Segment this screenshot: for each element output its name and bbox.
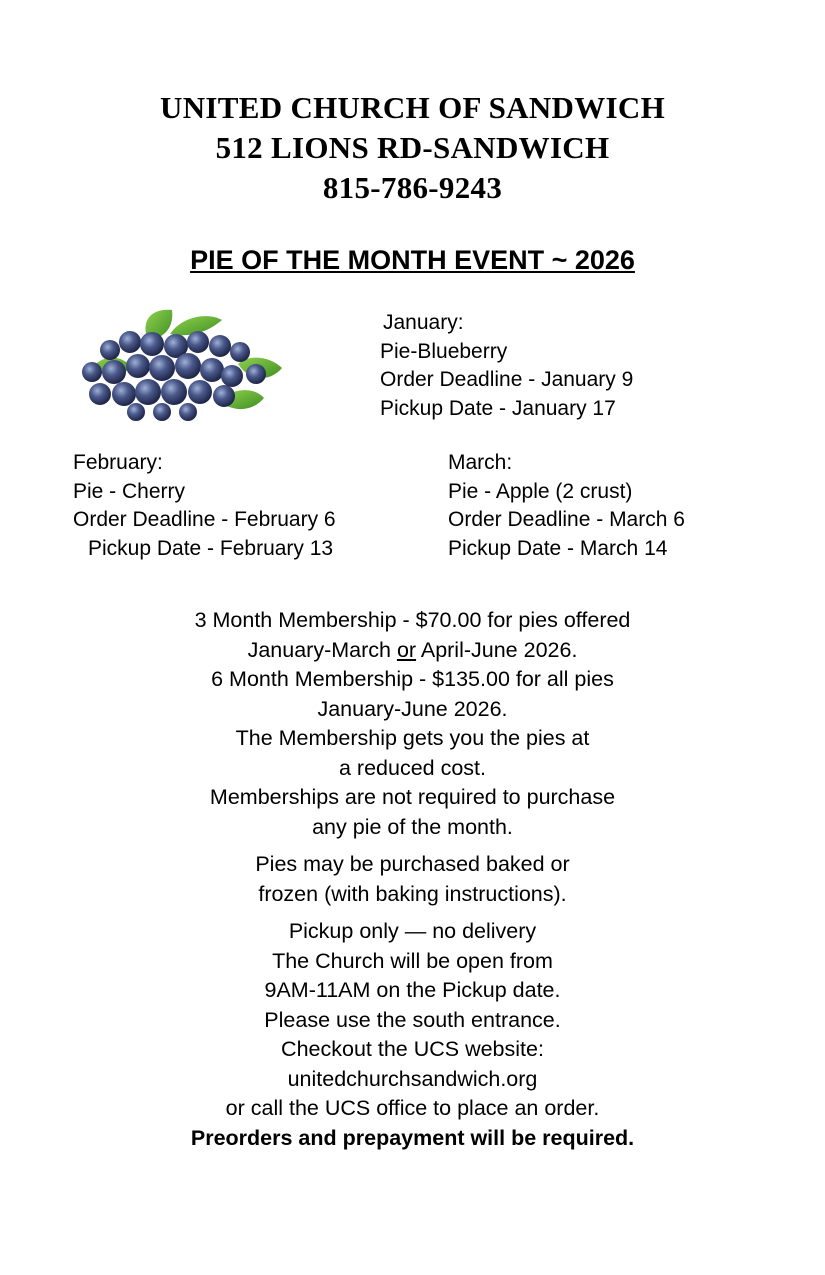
- church-name: UNITED CHURCH OF SANDWICH: [160, 90, 665, 125]
- purchase-section: [0, 850, 825, 909]
- membership-line: [0, 636, 825, 666]
- membership-or: or: [396, 637, 417, 662]
- pie-january: Pie-Blueberry: [380, 339, 508, 363]
- church-header: [0, 88, 825, 208]
- membership-line: January-June 2026.: [317, 696, 508, 721]
- month-name-january: January:: [383, 311, 464, 334]
- preorder-notice: Preorders and prepayment will be required.: [190, 1125, 635, 1150]
- pickup-line: The Church will be open from: [272, 948, 553, 973]
- month-february: [73, 449, 336, 563]
- membership-line: The Membership gets you the pies at: [235, 726, 590, 750]
- pickup-section: [0, 917, 825, 1153]
- pickup-line: Pickup only — no delivery: [288, 919, 537, 943]
- pie-february: Pie - Cherry: [73, 479, 186, 503]
- pickup-line: 9AM-11AM on the Pickup date.: [264, 978, 561, 1002]
- pickup-date-february: Pickup Date - February 13: [88, 536, 334, 560]
- pie-march: Pie - Apple (2 crust): [448, 479, 633, 503]
- event-info: [0, 606, 825, 1153]
- membership-line: 3 Month Membership - $70.00 for pies offered: [194, 608, 631, 632]
- membership-line: 6 Month Membership - $135.00 for all pies: [211, 667, 614, 691]
- purchase-line: frozen (with baking instructions).: [258, 881, 567, 906]
- church-phone: 815-786-9243: [322, 170, 503, 205]
- month-january: [380, 309, 633, 423]
- membership-line: Memberships are not required to purchase: [209, 785, 616, 809]
- membership-text: January-March: [247, 637, 397, 662]
- event-title: PIE OF THE MONTH EVENT ~ 2026: [190, 245, 635, 275]
- month-name-march: March:: [448, 451, 513, 474]
- website-url: unitedchurchsandwich.org: [287, 1066, 538, 1091]
- membership-text: April-June 2026.: [416, 637, 578, 662]
- pickup-date-march: Pickup Date - March 14: [448, 536, 668, 560]
- purchase-line: Pies may be purchased baked or: [255, 852, 570, 876]
- month-name-february: February:: [73, 451, 163, 474]
- church-address: 512 LIONS RD-SANDWICH: [215, 130, 610, 165]
- pickup-line: Please use the south entrance.: [264, 1007, 561, 1032]
- pickup-date-january: Pickup Date - January 17: [380, 396, 616, 420]
- order-deadline-january: Order Deadline - January 9: [380, 368, 634, 391]
- blueberries-image: [70, 302, 290, 422]
- pickup-line: Checkout the UCS website:: [281, 1037, 544, 1061]
- order-deadline-february: Order Deadline - February 6: [73, 508, 336, 531]
- membership-line: any pie of the month.: [312, 814, 513, 839]
- membership-section: [0, 606, 825, 842]
- order-deadline-march: Order Deadline - March 6: [448, 508, 685, 531]
- membership-line: a reduced cost.: [338, 755, 486, 780]
- pickup-line: or call the UCS office to place an order.: [225, 1096, 600, 1120]
- month-march: [448, 449, 685, 563]
